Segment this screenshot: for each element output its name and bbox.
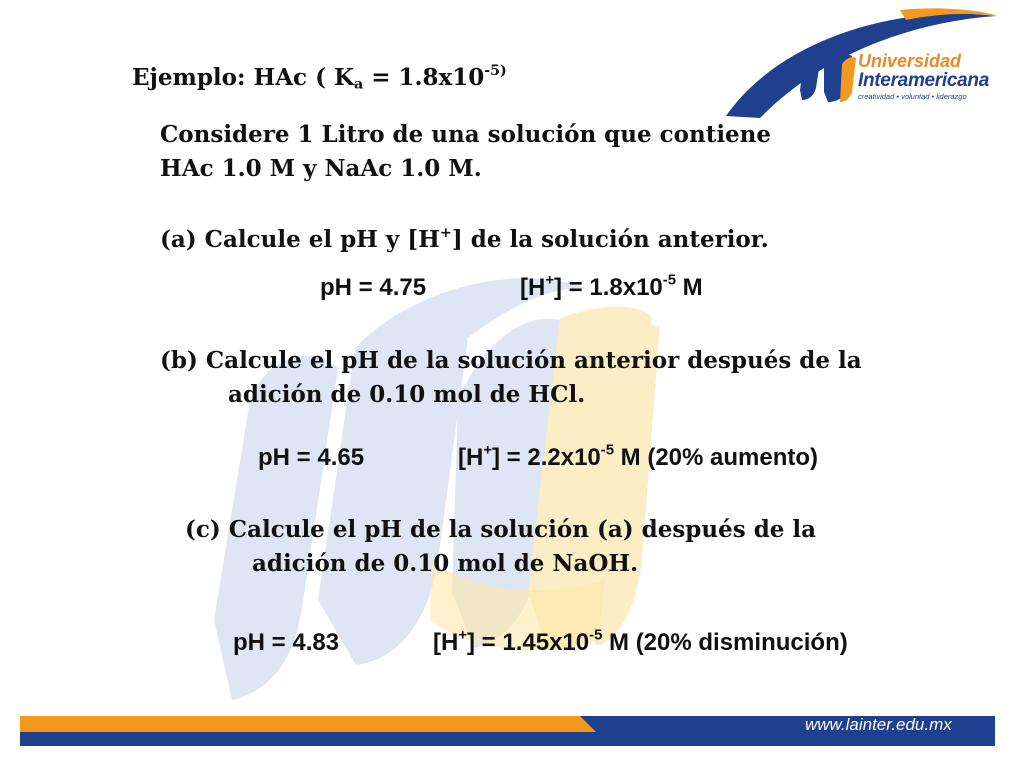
answer-c-h-concentration: $[H^+] = 1.45x10^{-5}$ M (20% disminución) xyxy=(433,627,848,656)
question-a: (a) Calcule el pH y [H+] de la solución anterior. xyxy=(160,225,769,253)
answer-c-ph: pH = 4.83 xyxy=(233,629,340,656)
answer-a-ph: pH = 4.75 xyxy=(320,274,427,301)
logo-name-label: Interamericana xyxy=(858,70,989,91)
question-c-line-1: (c) Calcule el pH de la solución (a) después de la xyxy=(185,516,817,543)
logo-tagline: creatividad • voluntad • liderazgo xyxy=(858,92,967,101)
question-b-line-1: (b) Calcule el pH de la solución anterior después de la xyxy=(160,347,862,374)
slide-title: Ejemplo: HAc ( $K_a = 1.8x10^{-5)}$ xyxy=(132,63,507,93)
intro-line-1: Considere 1 Litro de una solución que contiene xyxy=(160,121,772,148)
logo-university-label: Universidad xyxy=(858,51,962,71)
intro-line-2: HAc 1.0 M y NaAc 1.0 M. xyxy=(160,155,482,182)
question-b-line-2: adición de 0.10 mol de HCl. xyxy=(228,381,586,408)
footer-website-link[interactable]: www.lainter.edu.mx xyxy=(805,715,952,734)
answer-a-h-concentration: $[H^+] = 1.8x10^{-5}$ M xyxy=(520,272,703,301)
answer-b-ph: pH = 4.65 xyxy=(258,444,365,471)
answer-b-h-concentration: $[H^+] = 2.2x10^{-5}$ M (20% aumento) xyxy=(458,442,819,471)
question-c-line-2: adición de 0.10 mol de NaOH. xyxy=(252,550,639,577)
